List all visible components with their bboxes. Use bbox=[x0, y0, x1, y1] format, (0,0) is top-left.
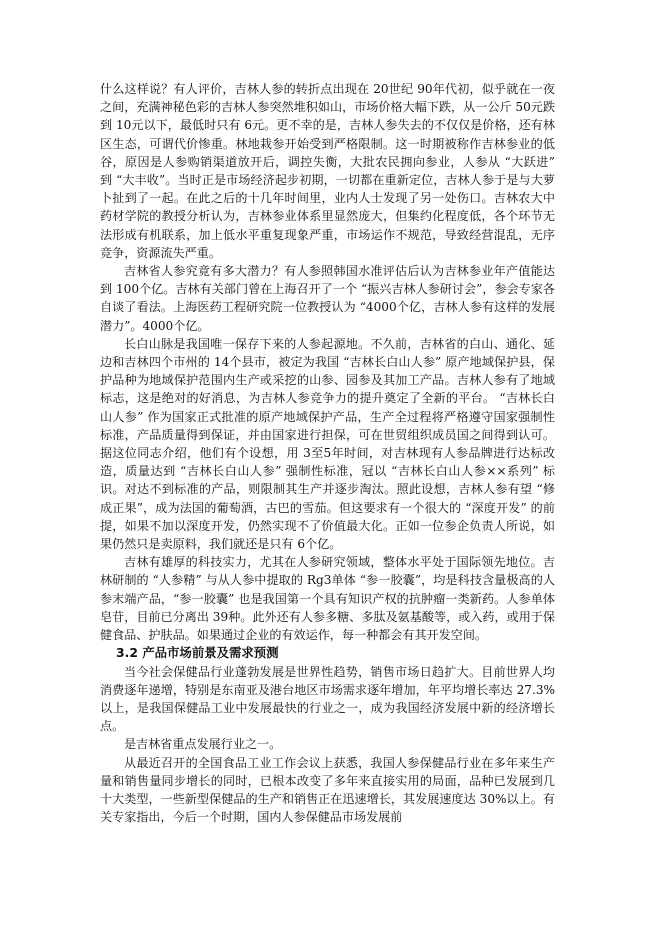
paragraph-food-conference: 从最近召开的全国食品工业工作会议上获悉，我国人参保健品行业在多年来生产量和销售量同步增长的同时，已根本改变了多年来直接实用的局面，品种已发展到几十大类型，一些新型保健品的生产和销售正在迅速增长，其发展速度达 30%以上。有关专家指出，今后一个时期，国内人参保健品市场发展前 bbox=[100, 755, 555, 825]
paragraph-market-trend: 当今社会保健品行业蓬勃发展是世界性趋势，销售市场日趋扩大。目前世界人均消费逐年递增，特别是东南亚及港台地区市场需求逐年增加，年平均增长率达 27.3%以上，是我国保健品工业中发展最快的行业之一，成为我国经济发展中新的经济增长点。 bbox=[100, 664, 555, 734]
document-page bbox=[100, 80, 555, 826]
section-heading: 3.2 产品市场前景及需求预测 bbox=[116, 645, 279, 661]
paragraph-changbai-origin: 长白山脉是我国唯一保存下来的人参起源地。不久前，吉林省的白山、通化、延边和吉林四个市州的 14个县市，被定为我国 “吉林长白山人参” 原产地域保护县，保护品种为地域保护范围内生产或采挖的山参、园参及其加工产品。吉林人参有了地域标志，这是绝对的好消息，为吉林人参竞争力的提升奠定了全新的平台。 “吉林长白山人参” 作为国家正式批准的原产地域保护产品，生产全过程将严格遵守国家强制性标准，产品质量得到保证，并由国家进行担保，可在世贸组织成员国之间得到认可。据这位同志介绍，他们有个设想，用 3至5年时间，对吉林现有人参品牌进行达标改造，质量达到 “吉林长白山人参” 强制性标准，冠以 “吉林长白山人参××系列” 标识。对达不到标准的产品，则限制其生产并逐步淘汰。照此设想，吉林人参有望 “修成正果”，成为法国的葡萄酒，古巴的雪茄。但这要求有一个很大的 “深度开发” 的前提，如果不加以深度开发，仍然实现不了价值最大化。正如一位参企负责人所说，如果仍然只是卖原料，我们就还是只有 6个亿。 bbox=[100, 336, 555, 552]
paragraph-ginseng-history: 什么这样说？有人评价，吉林人参的转折点出现在 20世纪 90年代初，似乎就在一夜之间，充满神秘色彩的吉林人参突然堆积如山，市场价格大幅下跌，从一公斤 50元跌到 10元以下，最低时只有 6元。更不幸的是，吉林人参失去的不仅仅是价格，还有林区生态，可谓代价惨重。林地栽参开始受到严格限制。这一时期被称作吉林参业的低谷，原因是人参购销渠道放开后，调控失衡，大批农民拥向参业，人参从 “大跃进” 到 “大丰收”。当时正是市场经济起步初期，一切都在重新定位，吉林人参于是与大萝卜扯到了一起。在此之后的十几年时间里，业内人士发现了另一处伤口。吉林农大中药材学院的教授分析认为，吉林参业体系里显然庞大，但集约化程度低，各个环节无法形成有机联系，加上低水平重复现象严重，市场运作不规范，导致经营混乱，无序竞争，资源流失严重。 bbox=[100, 82, 555, 260]
paragraph-tech-strength: 吉林有雄厚的科技实力，尤其在人参研究领域，整体水平处于国际领先地位。吉林研制的 “人参精” 与从人参中提取的 Rg3单体 “参一胶囊”，均是科技含量极高的人参末端产品，“参一胶囊” 也是我国第一个具有知识产权的抗肿瘤一类新药。人参单体皂苷，目前已分离出 39种。此外还有人参多糖、多肽及氨基酸等，或入药，或用于保健食品、护肤品。如果通过企业的有效运作，每一种都会有其开发空间。 bbox=[100, 555, 555, 643]
paragraph-ginseng-potential: 吉林省人参究竟有多大潜力？有人参照韩国水准评估后认为吉林参业年产值能达到 100个亿。吉林有关部门曾在上海召开了一个 “振兴吉林人参研讨会”，参会专家各自谈了看法。上海医药工程研究院一位教授认为 “4000个亿，吉林人参有这样的发展潜力”。4000个亿。 bbox=[100, 264, 555, 333]
paragraph-key-industry: 是吉林省重点发展行业之一。 bbox=[124, 737, 282, 752]
